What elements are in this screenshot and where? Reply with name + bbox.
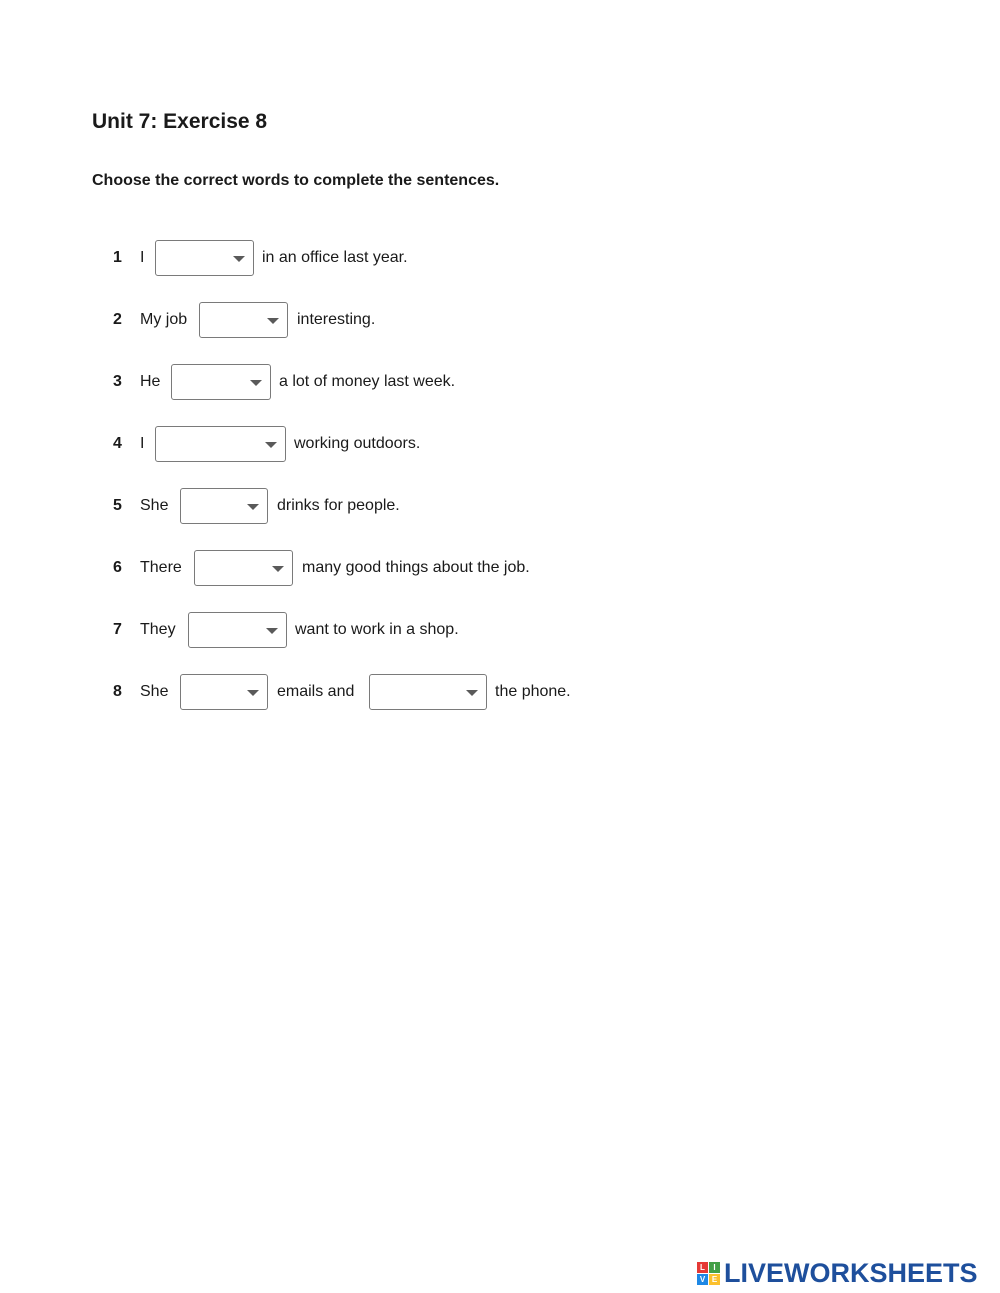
caret-down-icon bbox=[272, 566, 284, 572]
caret-down-icon bbox=[266, 628, 278, 634]
caret-down-icon bbox=[247, 504, 259, 510]
caret-down-icon bbox=[267, 318, 279, 324]
logo-mark-tile: I bbox=[709, 1262, 720, 1273]
answer-dropdown-6[interactable] bbox=[194, 550, 293, 586]
item-number: 7 bbox=[113, 621, 122, 638]
sentence-end: in an office last year. bbox=[262, 249, 408, 266]
answer-dropdown-2[interactable] bbox=[199, 302, 288, 338]
logo-mark-tile: E bbox=[709, 1274, 720, 1285]
item-number: 3 bbox=[113, 373, 122, 390]
sentence-start: She bbox=[140, 683, 169, 700]
exercise-item-6 bbox=[0, 550, 1000, 586]
liveworksheets-logo bbox=[697, 1258, 978, 1288]
caret-down-icon bbox=[233, 256, 245, 262]
logo-text: LIVEWORKSHEETS bbox=[724, 1258, 978, 1288]
caret-down-icon bbox=[265, 442, 277, 448]
exercise-item-7 bbox=[0, 612, 1000, 648]
sentence-start: I bbox=[140, 435, 145, 452]
sentence-end: drinks for people. bbox=[277, 497, 400, 514]
sentence-end: working outdoors. bbox=[294, 435, 421, 452]
caret-down-icon bbox=[247, 690, 259, 696]
exercise-item-3 bbox=[0, 364, 1000, 400]
logo-mark-tile: V bbox=[697, 1274, 708, 1285]
item-number: 5 bbox=[113, 497, 122, 514]
sentence-end: want to work in a shop. bbox=[295, 621, 459, 638]
exercise-item-4 bbox=[0, 426, 1000, 462]
sentence-start: There bbox=[140, 559, 182, 576]
item-number: 1 bbox=[113, 249, 122, 266]
sentence-start: He bbox=[140, 373, 161, 390]
sentence-middle: emails and bbox=[277, 683, 355, 700]
exercise-item-5 bbox=[0, 488, 1000, 524]
sentence-end: the phone. bbox=[495, 683, 571, 700]
answer-dropdown-1[interactable] bbox=[155, 240, 254, 276]
item-number: 4 bbox=[113, 435, 122, 452]
exercise-item-2 bbox=[0, 302, 1000, 338]
answer-dropdown-8b[interactable] bbox=[369, 674, 487, 710]
answer-dropdown-7[interactable] bbox=[188, 612, 287, 648]
logo-mark-icon bbox=[697, 1262, 720, 1285]
item-number: 2 bbox=[113, 311, 122, 328]
sentence-end: interesting. bbox=[297, 311, 376, 328]
item-number: 8 bbox=[113, 683, 122, 700]
logo-mark-tile: L bbox=[697, 1262, 708, 1273]
answer-dropdown-3[interactable] bbox=[171, 364, 271, 400]
answer-dropdown-8a[interactable] bbox=[180, 674, 268, 710]
sentence-start: I bbox=[140, 249, 145, 266]
instruction-text: Choose the correct words to complete the sentences. bbox=[92, 172, 500, 189]
item-number: 6 bbox=[113, 559, 122, 576]
answer-dropdown-5[interactable] bbox=[180, 488, 268, 524]
caret-down-icon bbox=[466, 690, 478, 696]
sentence-start: My job bbox=[140, 311, 188, 328]
exercise-item-8 bbox=[0, 674, 1000, 710]
caret-down-icon bbox=[250, 380, 262, 386]
sentence-end: many good things about the job. bbox=[302, 559, 530, 576]
sentence-end: a lot of money last week. bbox=[279, 373, 456, 390]
sentence-start: They bbox=[140, 621, 176, 638]
sentence-start: She bbox=[140, 497, 169, 514]
page-title: Unit 7: Exercise 8 bbox=[92, 110, 268, 133]
answer-dropdown-4[interactable] bbox=[155, 426, 286, 462]
exercise-item-1 bbox=[0, 240, 1000, 276]
